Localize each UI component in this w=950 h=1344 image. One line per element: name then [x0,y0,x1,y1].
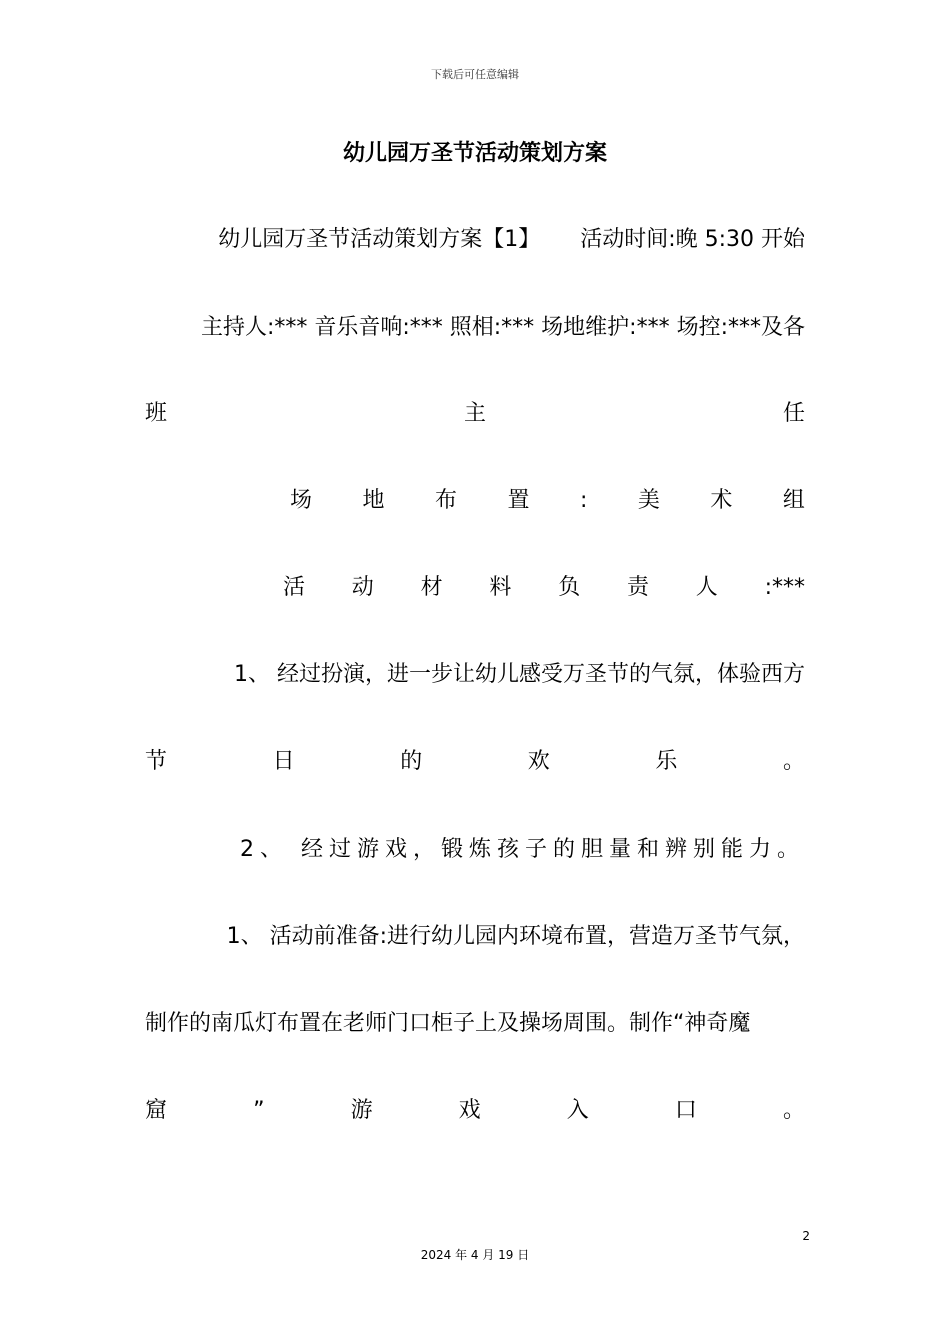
body-line-2: 主持人:*** 音乐音响:*** 照相:*** 场地维护:*** 场控:***及各 [200,315,805,340]
footer-date: 2024 年 4 月 19 日 [420,1248,530,1262]
text-segment: 材 [420,575,443,600]
text-segment: 的 [400,749,423,774]
document-title: 幼儿园万圣节活动策划方案 [342,141,607,166]
text-segment: 活 [283,575,306,600]
body-line-5 [283,571,805,605]
text-segment: ” [253,1098,265,1123]
text-segment: 负 [558,575,581,600]
text-segment: 窟 [145,1098,168,1123]
body-line-10: 制作的南瓜灯布置在老师门口柜子上及操场周围。制作“神奇魔 [145,1011,751,1036]
body-line-4 [290,484,805,518]
text-segment: : [580,488,588,513]
text-segment: 置 [507,488,530,513]
body-line-8: 2、 经过游戏，锻炼孩子的胆量和辨别能力。 [240,837,805,862]
body-line-6: 1、 经过扮演，进一步让幼儿感受万圣节的气氛，体验西方 [234,662,805,687]
text-segment: 乐 [655,749,678,774]
text-segment: 口 [674,1098,697,1123]
text-segment: 游 [350,1098,373,1123]
text-segment: 班 [145,401,168,426]
text-segment: 美 [637,488,660,513]
text-segment: 地 [362,488,385,513]
page-number: 2 [802,1229,810,1243]
text-segment: 术 [710,488,733,513]
text-segment: 欢 [527,749,550,774]
header-note: 下载后可任意编辑 [431,68,519,81]
text-segment: 布 [435,488,458,513]
text-segment: 。 [782,1098,805,1123]
body-line-11 [145,1094,805,1128]
text-segment: 戏 [458,1098,481,1123]
body-line-7 [145,745,805,779]
text-segment: :*** [764,575,805,600]
text-segment: 责 [626,575,649,600]
text-segment: 节 [145,749,168,774]
text-segment: 。 [782,749,805,774]
text-segment: 动 [351,575,374,600]
body-line-9: 1、 活动前准备:进行幼儿园内环境布置，营造万圣节气氛， [226,924,805,949]
text-segment: 任 [782,401,805,426]
text-segment: 场 [290,488,313,513]
body-line-3 [145,397,805,431]
text-segment: 主 [463,401,486,426]
text-segment: 组 [782,488,805,513]
text-segment: 人 [695,575,718,600]
text-segment: 日 [272,749,295,774]
text-segment: 料 [489,575,512,600]
text-segment: 入 [566,1098,589,1123]
body-line-1: 幼儿园万圣节活动策划方案【1】 活动时间:晚 5:30 开始 [218,227,805,252]
